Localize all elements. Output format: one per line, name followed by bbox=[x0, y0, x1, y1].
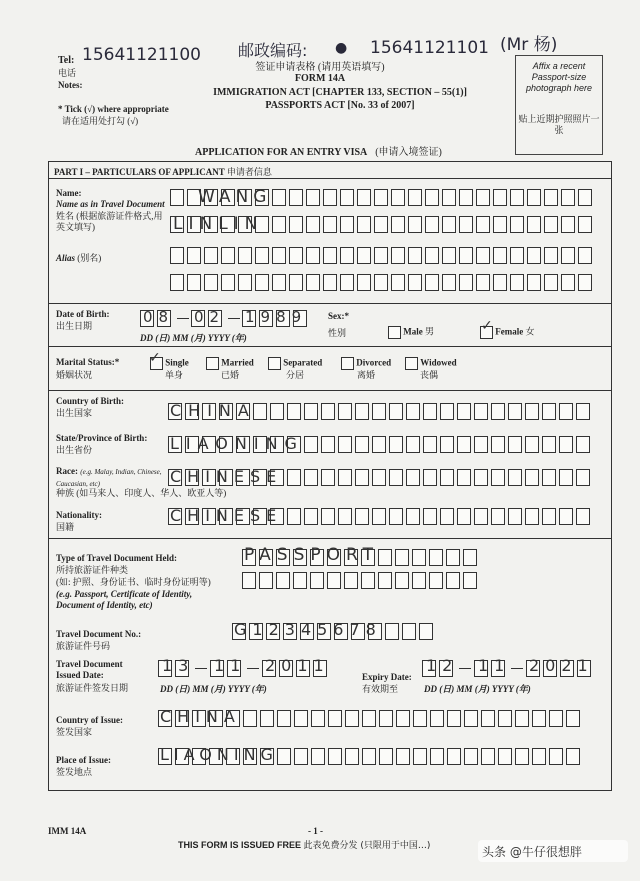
expiry-month-value: 11 bbox=[478, 656, 511, 675]
widowed-option[interactable] bbox=[405, 357, 457, 381]
tdtype-zh1: 所持旅游证件种类 bbox=[56, 565, 129, 575]
married-zh: 已婚 bbox=[221, 370, 240, 380]
form-number: FORM 14A bbox=[294, 73, 346, 84]
part1-title bbox=[54, 165, 272, 178]
name-zh: 姓名 (根据旅游证件格式,用英文填写) bbox=[56, 211, 163, 232]
tel-zh: 电话 bbox=[58, 68, 77, 78]
expiry-label: Expiry Date: bbox=[362, 672, 412, 682]
widowed-checkbox[interactable] bbox=[405, 357, 418, 370]
tel-handwritten: 15641121100 bbox=[82, 45, 201, 65]
male-label: Male bbox=[403, 326, 423, 337]
issue-format: DD (日) MM (月) YYYY (年) bbox=[160, 684, 267, 694]
photo-instructions: Affix a recent Passport-size photograph here bbox=[525, 61, 593, 93]
divider bbox=[48, 390, 612, 391]
tick-note-zh: 请在适用处打勾 (√) bbox=[62, 116, 139, 126]
form-title-zh: 签证申请表格 (请用英语填写) bbox=[255, 62, 385, 73]
page-number: - 1 - bbox=[308, 826, 323, 836]
separated-checkbox[interactable] bbox=[268, 357, 281, 370]
married-checkbox[interactable] bbox=[206, 357, 219, 370]
married-label: Married bbox=[221, 357, 254, 368]
coi-zh: 签发国家 bbox=[56, 727, 93, 737]
cob-zh: 出生国家 bbox=[56, 408, 93, 418]
dash bbox=[511, 668, 523, 669]
notes-label: Notes: bbox=[58, 80, 83, 90]
free-text-zh: 此表免费分发 (只限用于中国…) bbox=[303, 841, 431, 851]
form-code: IMM 14A bbox=[48, 826, 87, 836]
tdno-zh: 旅游证件号码 bbox=[56, 641, 111, 651]
widowed-label: Widowed bbox=[420, 357, 457, 368]
divider bbox=[48, 303, 612, 304]
cob-label: Country of Birth: bbox=[56, 396, 124, 406]
dash bbox=[228, 318, 240, 319]
nationality-label: Nationality: bbox=[56, 510, 102, 520]
divorced-label: Divorced bbox=[356, 357, 392, 368]
cob-value: CHINA bbox=[170, 401, 256, 420]
expiry-format: DD (日) MM (月) YYYY (年) bbox=[424, 684, 531, 694]
watermark-text: 头条 @牛仔很想胖 bbox=[482, 844, 582, 859]
tdno-value: G12345678 bbox=[234, 620, 382, 639]
female-zh: 女 bbox=[525, 326, 535, 337]
dob-label: Date of Birth: bbox=[56, 309, 110, 319]
nationality-value: CHINESE bbox=[170, 506, 283, 525]
application-title-en: APPLICATION FOR AN ENTRY VISA bbox=[195, 147, 367, 158]
separated-zh: 分居 bbox=[286, 370, 305, 380]
tdtype-value: PASSPORT bbox=[244, 545, 379, 565]
coi-label: Country of Issue: bbox=[56, 715, 124, 725]
top-handwritten-phone: 15641121101 bbox=[370, 38, 489, 58]
divider bbox=[48, 538, 612, 539]
dob-format: DD (日) MM (月) YYYY (年) bbox=[140, 333, 247, 343]
application-title bbox=[195, 143, 442, 158]
passports-act: PASSPORTS ACT [No. 33 of 2007] bbox=[265, 100, 415, 111]
race-sublabel: (e.g. Malay, Indian, Chinese, Caucasian, etc) bbox=[56, 468, 162, 488]
issue-label: Travel Document Issued Date: bbox=[56, 659, 123, 680]
tdtype-sub: (e.g. Passport, Certificate of Identity, Document of Identity, etc) bbox=[56, 589, 193, 610]
male-option[interactable] bbox=[388, 326, 434, 339]
dash bbox=[177, 318, 189, 319]
tdtype-zh2: (如: 护照、身份证书、临时身份证明等) bbox=[56, 577, 211, 587]
alias-zh: (别名) bbox=[77, 253, 102, 263]
issue-day-value: 13 bbox=[162, 656, 195, 675]
part1-title-zh: 申请者信息 bbox=[226, 167, 272, 177]
tel-label: Tel: bbox=[58, 55, 75, 66]
dob-month-value: 02 bbox=[194, 308, 226, 326]
male-zh: 男 bbox=[425, 326, 435, 337]
poi-value: LIAONING bbox=[160, 745, 278, 764]
alias-row-2[interactable] bbox=[170, 274, 595, 291]
female-check-mark-icon: ✓ bbox=[481, 318, 494, 334]
alias-label bbox=[56, 253, 101, 264]
name-value-1: WANG bbox=[198, 187, 272, 207]
race-zh: 种族 (如马来人、印度人、华人、欧亚人等) bbox=[56, 488, 227, 498]
sex-zh: 性别 bbox=[328, 328, 347, 338]
watermark-overlay bbox=[478, 840, 628, 862]
alias-row-1[interactable] bbox=[170, 247, 595, 264]
application-title-zh: (申请入境签证) bbox=[375, 147, 442, 158]
part1-title-en: PART I – PARTICULARS OF APPLICANT bbox=[54, 167, 225, 177]
poi-zh: 签发地点 bbox=[56, 767, 93, 777]
name-value-2: LINLIN bbox=[173, 214, 264, 234]
free-text bbox=[178, 840, 430, 852]
tdtype-boxes-2[interactable] bbox=[242, 572, 480, 589]
dob-year-value: 1989 bbox=[245, 308, 308, 326]
single-label: Single bbox=[165, 357, 189, 368]
photo-instructions-zh: 贴上近期护照照片一张 bbox=[518, 114, 600, 135]
sob-value: LIAONING bbox=[170, 434, 304, 453]
expiry-year-value: 2021 bbox=[529, 656, 594, 675]
marital-zh: 婚姻状况 bbox=[56, 370, 93, 380]
issue-month-value: 11 bbox=[214, 656, 247, 675]
sob-zh: 出生省份 bbox=[56, 445, 93, 455]
race-label: Race: bbox=[56, 466, 78, 476]
name-sublabel: Name as in Travel Document bbox=[56, 199, 165, 209]
photo-box bbox=[515, 55, 603, 155]
issue-zh: 旅游证件签发日期 bbox=[56, 683, 129, 693]
sob-label: State/Province of Birth: bbox=[56, 433, 148, 443]
top-handwritten-name: (Mr 杨) bbox=[500, 35, 558, 55]
top-handwriting-name-scribble: 邮政编码: bbox=[238, 41, 308, 60]
separated-option[interactable] bbox=[268, 357, 322, 381]
dash bbox=[247, 668, 259, 669]
coi-value: CHINA bbox=[160, 707, 241, 726]
free-text-en: THIS FORM IS ISSUED FREE bbox=[178, 840, 302, 850]
nationality-zh: 国籍 bbox=[56, 522, 75, 532]
dash bbox=[195, 668, 207, 669]
alias-label-en: Alias bbox=[56, 253, 76, 263]
tick-note: * Tick (√) where appropriate bbox=[58, 104, 169, 114]
male-checkbox[interactable] bbox=[388, 326, 401, 339]
dob-zh: 出生日期 bbox=[56, 321, 93, 331]
divorced-checkbox[interactable] bbox=[341, 357, 354, 370]
female-label: Female bbox=[495, 326, 524, 337]
divorced-option[interactable] bbox=[341, 357, 391, 381]
divorced-zh: 离婚 bbox=[357, 370, 376, 380]
divider bbox=[48, 178, 612, 179]
divider bbox=[48, 346, 612, 347]
dash bbox=[459, 668, 471, 669]
tdtype-label: Type of Travel Document Held: bbox=[56, 553, 177, 563]
ink-blot-icon: ● bbox=[335, 40, 348, 56]
immigration-act: IMMIGRATION ACT [CHAPTER 133, SECTION – 55(1)] bbox=[213, 87, 467, 98]
poi-label: Place of Issue: bbox=[56, 755, 111, 765]
race-value: CHINESE bbox=[170, 467, 283, 486]
expiry-day-value: 12 bbox=[426, 656, 459, 675]
dob-day-value: 08 bbox=[143, 308, 175, 326]
race-label-group bbox=[56, 466, 166, 490]
marital-label: Marital Status:* bbox=[56, 357, 120, 367]
expiry-zh: 有效期至 bbox=[362, 684, 399, 694]
single-check-mark-icon: ✓ bbox=[149, 350, 162, 366]
issue-year-value: 2011 bbox=[265, 656, 330, 675]
tdno-label: Travel Document No.: bbox=[56, 629, 142, 639]
married-option[interactable] bbox=[206, 357, 254, 381]
widowed-zh: 丧偶 bbox=[420, 370, 439, 380]
single-zh: 单身 bbox=[165, 370, 184, 380]
name-label: Name: bbox=[56, 188, 82, 198]
sex-label: Sex:* bbox=[328, 311, 349, 321]
separated-label: Separated bbox=[283, 357, 323, 368]
